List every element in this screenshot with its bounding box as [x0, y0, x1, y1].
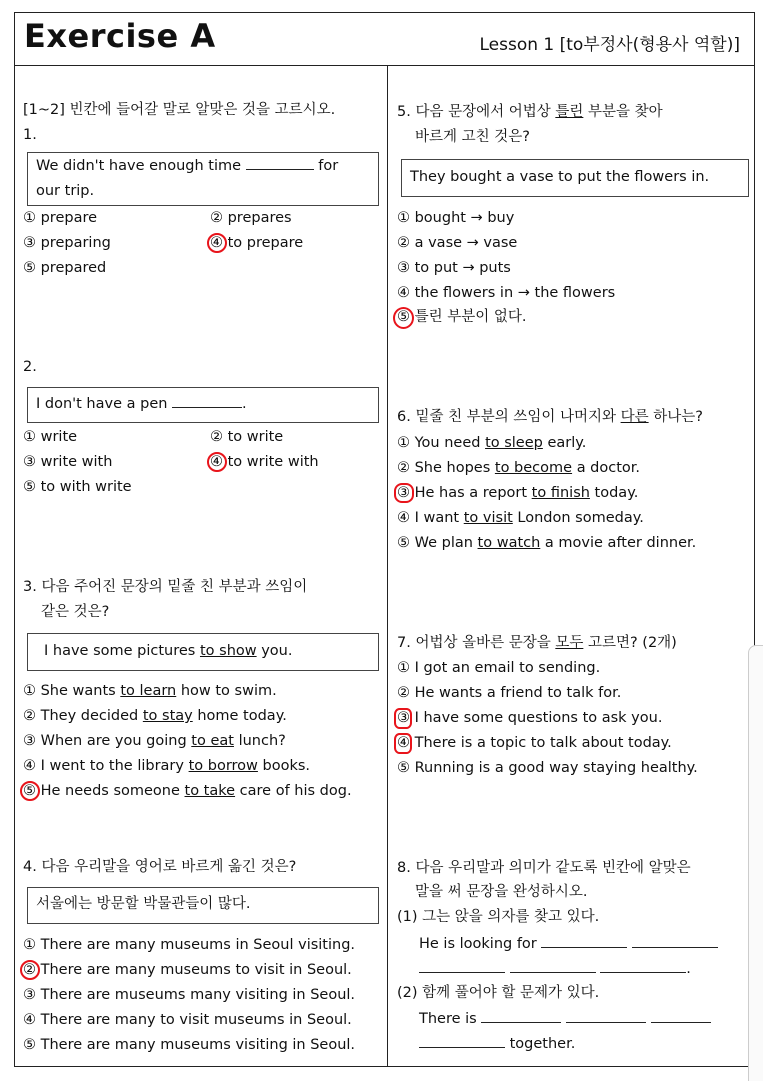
- answer-blank: [651, 1008, 711, 1023]
- q1-option-2: ② prepares: [210, 210, 292, 226]
- underlined-phrase: to finish: [531, 485, 590, 501]
- q2-option-2: ② to write: [210, 429, 284, 445]
- q2-sentence-box: [27, 387, 379, 423]
- q7-option-3: [397, 708, 662, 728]
- option-text: ③ When are you going: [23, 733, 187, 749]
- option-number: ③: [397, 710, 410, 726]
- lesson-label: Lesson 1 [to부정사(형용사 역할)]: [479, 35, 740, 55]
- page-title: Exercise A: [24, 17, 216, 55]
- answer-circle-mark: [394, 733, 412, 754]
- q7-option-1: ① I got an email to sending.: [397, 660, 601, 676]
- option-text: There is a topic to talk about today.: [414, 735, 672, 751]
- question-text: 5. 다음 문장에서 어법상: [397, 104, 551, 120]
- q5-option-5: [397, 307, 527, 327]
- option-text: He has a report: [414, 485, 528, 501]
- q1-number: 1.: [23, 127, 37, 143]
- answer-blank: [172, 393, 242, 408]
- q4-option-3: ③ There are museums many visiting in Seoul.: [23, 987, 356, 1003]
- answer-blank: [600, 958, 686, 973]
- option-text: how to swim.: [180, 683, 277, 699]
- sentence-part: .: [686, 961, 691, 977]
- q1-sentence-box: [27, 152, 379, 206]
- option-text: care of his dog.: [239, 783, 352, 799]
- q6-option-2: [397, 458, 640, 478]
- q6-option-4: [397, 508, 644, 528]
- q6-option-3: [397, 483, 638, 503]
- q2-option-1: ① write: [23, 429, 78, 445]
- option-text: He needs someone: [40, 783, 180, 799]
- sentence-part: There is: [419, 1011, 477, 1027]
- answer-circle-mark: [20, 960, 40, 980]
- q8-part2-english: [419, 1008, 711, 1029]
- answer-blank: [632, 933, 718, 948]
- sentence-part: I have some pictures: [44, 643, 196, 659]
- question-text: 하나는?: [653, 409, 703, 425]
- q3-option-4: [23, 756, 310, 776]
- column-divider: [387, 65, 388, 1066]
- q3-option-2: [23, 706, 287, 726]
- q1-option-3: ③ preparing: [23, 235, 111, 251]
- q5-sentence-box: They bought a vase to put the flowers in.: [401, 159, 749, 197]
- q8-part1-english-cont: [419, 958, 691, 979]
- q5-question-line1: [397, 102, 663, 122]
- q5-option-3: ③ to put → puts: [397, 260, 511, 276]
- question-text: 7. 어법상 올바른 문장을: [397, 635, 551, 651]
- underlined-phrase: to take: [184, 783, 236, 799]
- q4-option-1: ① There are many museums in Seoul visiting.: [23, 937, 356, 953]
- answer-circle-mark: [394, 483, 414, 503]
- side-panel-edge: [748, 645, 763, 1081]
- q2-sentence-part: .: [242, 396, 247, 412]
- q6-option-1: [397, 433, 586, 453]
- answer-blank: [541, 933, 627, 948]
- worksheet-header: [15, 13, 754, 66]
- option-number: ②: [23, 962, 36, 978]
- underlined-phrase: to sleep: [485, 435, 543, 451]
- q3-question-line2: 같은 것은?: [41, 604, 110, 620]
- option-text: I have some questions to ask you.: [414, 710, 663, 726]
- q4-question: 4. 다음 우리말을 영어로 바르게 옮긴 것은?: [23, 859, 297, 875]
- q8-part1-korean: (1) 그는 앉을 의자를 찾고 있다.: [397, 909, 600, 925]
- underlined-phrase: to stay: [142, 708, 193, 724]
- question-text: 6. 밑줄 친 부분의 쓰임이 나머지와: [397, 409, 616, 425]
- option-text: today.: [594, 485, 639, 501]
- q1-sentence-part: We didn't have enough time: [36, 158, 242, 174]
- option-text: early.: [547, 435, 587, 451]
- q3-option-3: [23, 731, 286, 751]
- option-text: ① You need: [397, 435, 481, 451]
- underlined-word: 틀린: [555, 104, 584, 120]
- q1-option-1: ① prepare: [23, 210, 98, 226]
- q2-option-3: ③ write with: [23, 454, 113, 470]
- answer-blank: [510, 958, 596, 973]
- option-number: ④: [397, 735, 410, 751]
- option-text: home today.: [197, 708, 287, 724]
- q4-option-2: [23, 960, 352, 980]
- answer-blank: [566, 1008, 646, 1023]
- q1-intro: [1~2] 빈칸에 들어갈 말로 알맞은 것을 고르시오.: [23, 102, 336, 118]
- sentence-part: He is looking for: [419, 936, 537, 952]
- q3-option-1: [23, 681, 277, 701]
- underlined-phrase: to become: [494, 460, 573, 476]
- q3-option-5: [23, 781, 352, 801]
- q7-question: [397, 633, 677, 653]
- underlined-phrase: to watch: [477, 535, 541, 551]
- underlined-phrase: to show: [199, 643, 257, 659]
- q8-part2-korean: (2) 함께 풀어야 할 문제가 있다.: [397, 985, 600, 1001]
- underlined-word: 다른: [620, 409, 649, 425]
- worksheet: [14, 12, 755, 1067]
- answer-blank: [419, 1033, 505, 1048]
- q6-option-5: [397, 533, 696, 553]
- option-text: ① She wants: [23, 683, 116, 699]
- q2-option-5: ⑤ to with write: [23, 479, 132, 495]
- q3-question-line1: 3. 다음 주어진 문장의 밑줄 친 부분과 쓰임이: [23, 579, 308, 595]
- question-text: 부분을 찾아: [587, 104, 663, 120]
- option-text: ② They decided: [23, 708, 139, 724]
- q4-option-4: ④ There are many to visit museums in Seoul.: [23, 1012, 352, 1028]
- q4-option-5: ⑤ There are many museums visiting in Seoul.: [23, 1037, 356, 1053]
- q5-question-line2: 바르게 고친 것은?: [415, 129, 530, 145]
- q8-part1-english: [419, 933, 718, 954]
- q5-option-4: ④ the flowers in → the flowers: [397, 285, 616, 301]
- answer-circle-mark: [207, 233, 227, 253]
- option-text: to write with: [227, 454, 319, 470]
- q8-question-line1: 8. 다음 우리말과 의미가 같도록 빈칸에 알맞은: [397, 860, 691, 876]
- sentence-part: together.: [509, 1036, 576, 1052]
- q7-option-2: ② He wants a friend to talk for.: [397, 685, 622, 701]
- q8-part2-english-cont: [419, 1033, 575, 1054]
- option-number: ③: [397, 485, 410, 501]
- option-text: ④ I went to the library: [23, 758, 184, 774]
- q7-option-5: ⑤ Running is a good way staying healthy.: [397, 760, 698, 776]
- underlined-phrase: to borrow: [188, 758, 258, 774]
- answer-circle-mark: [393, 307, 414, 329]
- answer-blank: [419, 958, 505, 973]
- q8-question-line2: 말을 써 문장을 완성하시오.: [415, 884, 588, 900]
- answer-blank: [481, 1008, 561, 1023]
- underlined-word: 모두: [555, 635, 584, 651]
- option-text: to prepare: [227, 235, 304, 251]
- q2-sentence-part: I don't have a pen: [36, 396, 168, 412]
- option-number: ⑤: [23, 783, 36, 799]
- option-number: ④: [210, 454, 223, 470]
- q2-number: 2.: [23, 359, 37, 375]
- option-number: ⑤: [397, 309, 410, 325]
- option-text: a movie after dinner.: [544, 535, 697, 551]
- answer-circle-mark: [394, 708, 412, 729]
- option-text: ② She hopes: [397, 460, 491, 476]
- answer-circle-mark: [207, 452, 227, 472]
- q1-option-5: ⑤ prepared: [23, 260, 107, 276]
- option-text: ⑤ We plan: [397, 535, 473, 551]
- answer-circle-mark: [20, 781, 40, 801]
- option-text: 틀린 부분이 없다.: [414, 309, 527, 325]
- q6-question: [397, 407, 703, 427]
- option-text: London someday.: [517, 510, 644, 526]
- q4-korean-box: 서울에는 방문할 박물관들이 많다.: [27, 887, 379, 924]
- answer-blank: [246, 155, 314, 170]
- q3-sentence-box: [27, 633, 379, 671]
- question-text: 고르면? (2개): [587, 635, 677, 651]
- option-text: books.: [262, 758, 311, 774]
- option-text: a doctor.: [576, 460, 641, 476]
- underlined-phrase: to learn: [120, 683, 177, 699]
- q7-option-4: [397, 733, 672, 753]
- option-text: There are many museums to visit in Seoul.: [40, 962, 352, 978]
- option-text: lunch?: [238, 733, 286, 749]
- underlined-phrase: to eat: [191, 733, 234, 749]
- option-text: ④ I want: [397, 510, 460, 526]
- q5-option-2: ② a vase → vase: [397, 235, 518, 251]
- q1-sentence-part: for: [318, 158, 339, 174]
- sentence-part: you.: [261, 643, 293, 659]
- underlined-phrase: to visit: [463, 510, 513, 526]
- option-number: ④: [210, 235, 223, 251]
- q5-option-1: ① bought → buy: [397, 210, 515, 226]
- q1-sentence-part: our trip.: [36, 183, 95, 199]
